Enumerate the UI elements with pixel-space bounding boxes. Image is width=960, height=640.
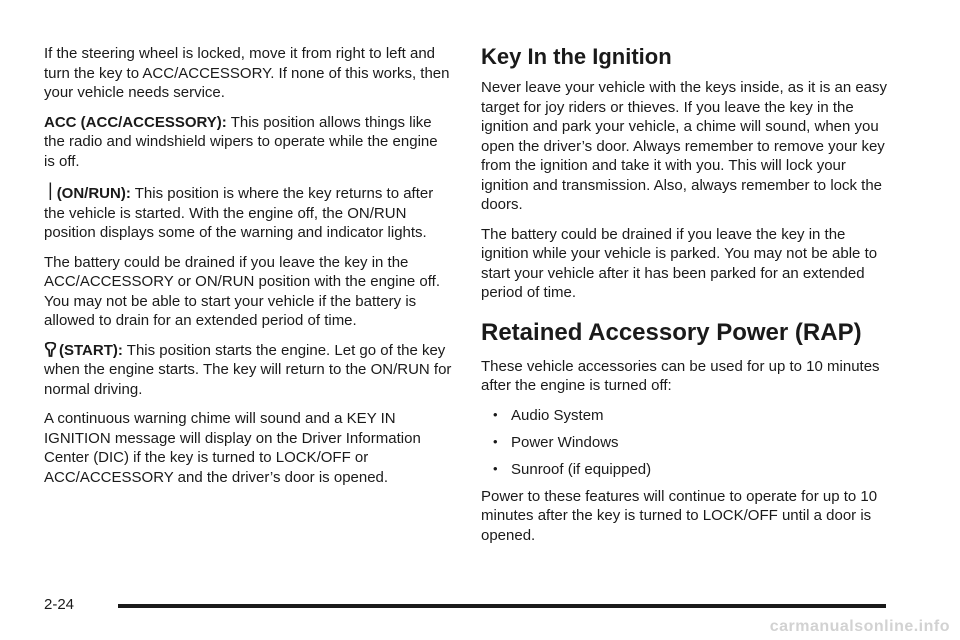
rap-intro-paragraph: These vehicle accessories can be used for up to 10 minutes after the engine is turned off:	[481, 357, 880, 394]
on-run-paragraph	[44, 181, 452, 243]
on-run-description: This position is where the key returns to after the vehicle is started. With the engine off, the ON/RUN position displays some of the warning and indicator lights.	[44, 185, 434, 241]
bullet-icon: •	[493, 433, 498, 449]
right-column	[481, 44, 896, 555]
left-column	[44, 44, 452, 497]
rap-accessory-list	[481, 406, 896, 479]
page-number: 2-24	[44, 596, 75, 613]
acc-paragraph	[44, 113, 452, 172]
acc-term: ACC (ACC/ACCESSORY):	[44, 113, 227, 131]
battery-drain-paragraph: The battery could be drained if you leave the key in the ACC/ACCESSORY or ON/RUN position with the engine off. You may not be able to start your vehicle if the battery is allowed to drain for an extended period of time.	[44, 253, 441, 329]
key-in-ignition-paragraph-2: The battery could be drained if you leave the key in the ignition while your vehicle is parked. You may not be able to start your vehicle after it has been parked for an extended period of time.	[481, 225, 878, 301]
bullet-icon: •	[493, 460, 498, 476]
acc-description: This position allows things like the radio and windshield wipers to operate while the engine is off.	[44, 113, 438, 170]
footer-rule	[118, 604, 886, 608]
steering-lock-paragraph: If the steering wheel is locked, move it from right to left and turn the key to ACC/ACCESSORY. If none of this works, then your vehicle needs service.	[44, 45, 450, 101]
key-in-ignition-heading: Key In the Ignition	[481, 44, 672, 69]
list-item: • Sunroof (if equipped)	[493, 460, 652, 478]
on-run-term: (ON/RUN):	[56, 185, 131, 202]
start-description: This position starts the engine. Let go of the key when the engine starts. The key will return to the ON/RUN for normal driving.	[44, 341, 452, 398]
start-paragraph	[44, 341, 452, 400]
bullet-icon: •	[493, 406, 498, 422]
on-run-symbol-icon: |	[48, 180, 53, 200]
chime-paragraph: A continuous warning chime will sound and a KEY IN IGNITION message will display on the Driver Information Center (DIC) if the key is turned to LOCK/OFF or ACC/ACCESSORY and the driver’s door is opened.	[44, 410, 421, 486]
list-item: • Audio System	[493, 406, 604, 424]
watermark: carmanualsonline.info	[769, 618, 950, 635]
rap-closing-paragraph: Power to these features will continue to operate for up to 10 minutes after the key is turned to LOCK/OFF until a door is opened.	[481, 487, 878, 544]
list-item: • Power Windows	[493, 433, 619, 451]
start-term: (START):	[59, 341, 123, 359]
rap-heading: Retained Accessory Power (RAP)	[481, 318, 862, 346]
start-symbol-icon	[44, 341, 57, 361]
key-in-ignition-paragraph-1: Never leave your vehicle with the keys inside, as it is an easy target for joy riders or thieves. If you leave the key in the ignition and park your vehicle, a chime will sound, when you open the driver’s door. Always remember to remove your key from the ignition and take it with you. This will lock your ignition and transmission. Also, always remember to lock the doors.	[481, 79, 888, 213]
